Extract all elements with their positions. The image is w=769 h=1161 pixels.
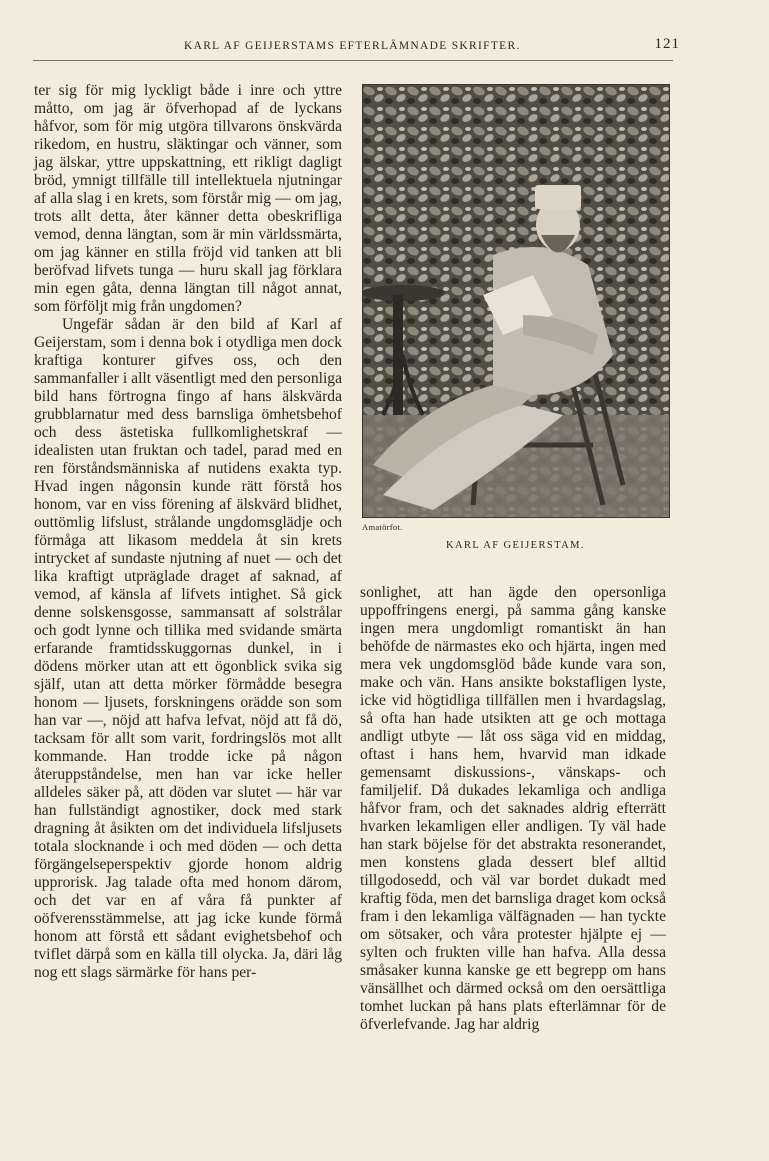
header-rule [33, 60, 673, 61]
right-column [360, 584, 666, 1034]
paragraph: sonlighet, att han ägde den opersonliga uppoffringens energi, på samma gång kanske ingen mera ungdomligt romantiskt än han behöfde de närmastes eko och hjärta, ingen med mera vek ungdomsglöd både kunde vara son, make och vän. Hans ansikte bokstafligen lyste, icke vid högtidliga tillfällen men i hvardagslag, så ofta han hade utsikten att ge och mottaga andligt utbyte — låt oss säga vid en middag, oftast i hans hem, hvarvid man idkade gemensamt diskussions-, vänskaps- och familjelif. Då dukades lekamliga och andliga håfvor fram, och det saknades aldrig efterrätt hvarken lekamligen eller andligen. Ty väl hade han stark böjelse för det abstrakta resonerandet, men konstens glada dessert blef alltid tillgodosedd, och väl var bordet dukadt med kraftig föda, men det barnsliga draget kom också fram i den lekamliga välfägnaden — han tyckte om sötsaker, och våra protester hjälpte ej — sylten och frukten ville han hafva. Alla dessa småsaker kunna kanske ge ett begrepp om hans vänsällhet och därmed också om den oersättliga tomhet luckan på hans plats efterlämnar för de öfverlefvande. Jag har aldrig [360, 584, 666, 1033]
portrait-photo [362, 84, 670, 518]
running-header [120, 36, 680, 58]
left-column [34, 82, 342, 982]
photo-illustration [363, 85, 669, 517]
photo-credit: Amatörfot. [362, 522, 403, 532]
paragraph: ter sig för mig lyckligt både i inre och yttre måtto, om jag är öfverhopad af de lyckans håfvor, som för mig utgöra tillvarons önskvärda rikedom, en hustru, släktingar och vänner, som jag älskar, yttre uppskattning, ett rikligt dagligt bröd, ymnigt tillfälle till intellektuela njutningar af alla slag i en krets, som förstår mig — om jag, trots allt detta, åter känner detta obeskrifliga vemod, denna längtan, som är min världssmärta, om jag känner en stilla fröjd vid tanken att bli beröfvad lifvets tunga — huru skall jag förklara min egen gåta, denna längtan till något annat, som förföljt mig från ungdomen? [34, 82, 342, 315]
paragraph: Ungefär sådan är den bild af Karl af Geijerstam, som i denna bok i otydliga men dock kraftiga konturer gifves oss, och den sammanfaller i allt väsentligt med den personliga bild hans förtrogna fingo af hans älskvärda grubblarnatur med dess barnsliga ömhetsbehof och dess ästetiska fullkomlighetskraf — idealisten utan fruktan och tadel, parad med en ren förståndsmänniska af nutidens exakta typ. Hvad ingen någonsin kunde rätt förstå hos honom, var en viss förening af älskvärd blidhet, outtömlig lifslust, strålande ungdomsglädje och förmåga att likasom meddela åt sin krets intrycket af sundaste njutning af nuet — och det lika kraftigt utpräglade draget af saknad, af vemod, af känsla af lifvets intighet. Så gick denne solskensgosse, sammansatt af solstrålar och godt lynne och tillika med svidande smärta erfarande framtidsskuggornas dunkel, in i dödens mörker utan att ett ögonblick svika sig själf, utan att detta mörker förmådde besegra honom — ljusets, forskningens orädde son som han var —, nöjd att hafva lefvat, nöjd att få dö, tacksam för allt som varit, fordringslös mot allt kommande. Han trodde icke på någon återuppståndelse, men han var icke heller alldeles säker på, att döden var slutet — här var han fullständigt agnostiker, dock med stark dragning åt åsikten om det individuela lifsljusets totala slocknande i och med döden — och detta förgängelseperspektiv gjorde honom aldrig upprorisk. Jag talade ofta med honom därom, och det var en af våra få punkter af oöfverensstämmelse, att jag icke kunde förmå honom att förstå ett sådant evighetsbehof och tviflet därpå som en källa till olycka. Ja, däri låg nog ett slags särmärke för hans per- [34, 316, 342, 981]
page-number: 121 [654, 36, 680, 52]
running-title: KARL AF GEIJERSTAMS EFTERLÄMNADE SKRIFTER. [184, 40, 521, 52]
figure-caption: KARL AF GEIJERSTAM. [446, 540, 585, 551]
